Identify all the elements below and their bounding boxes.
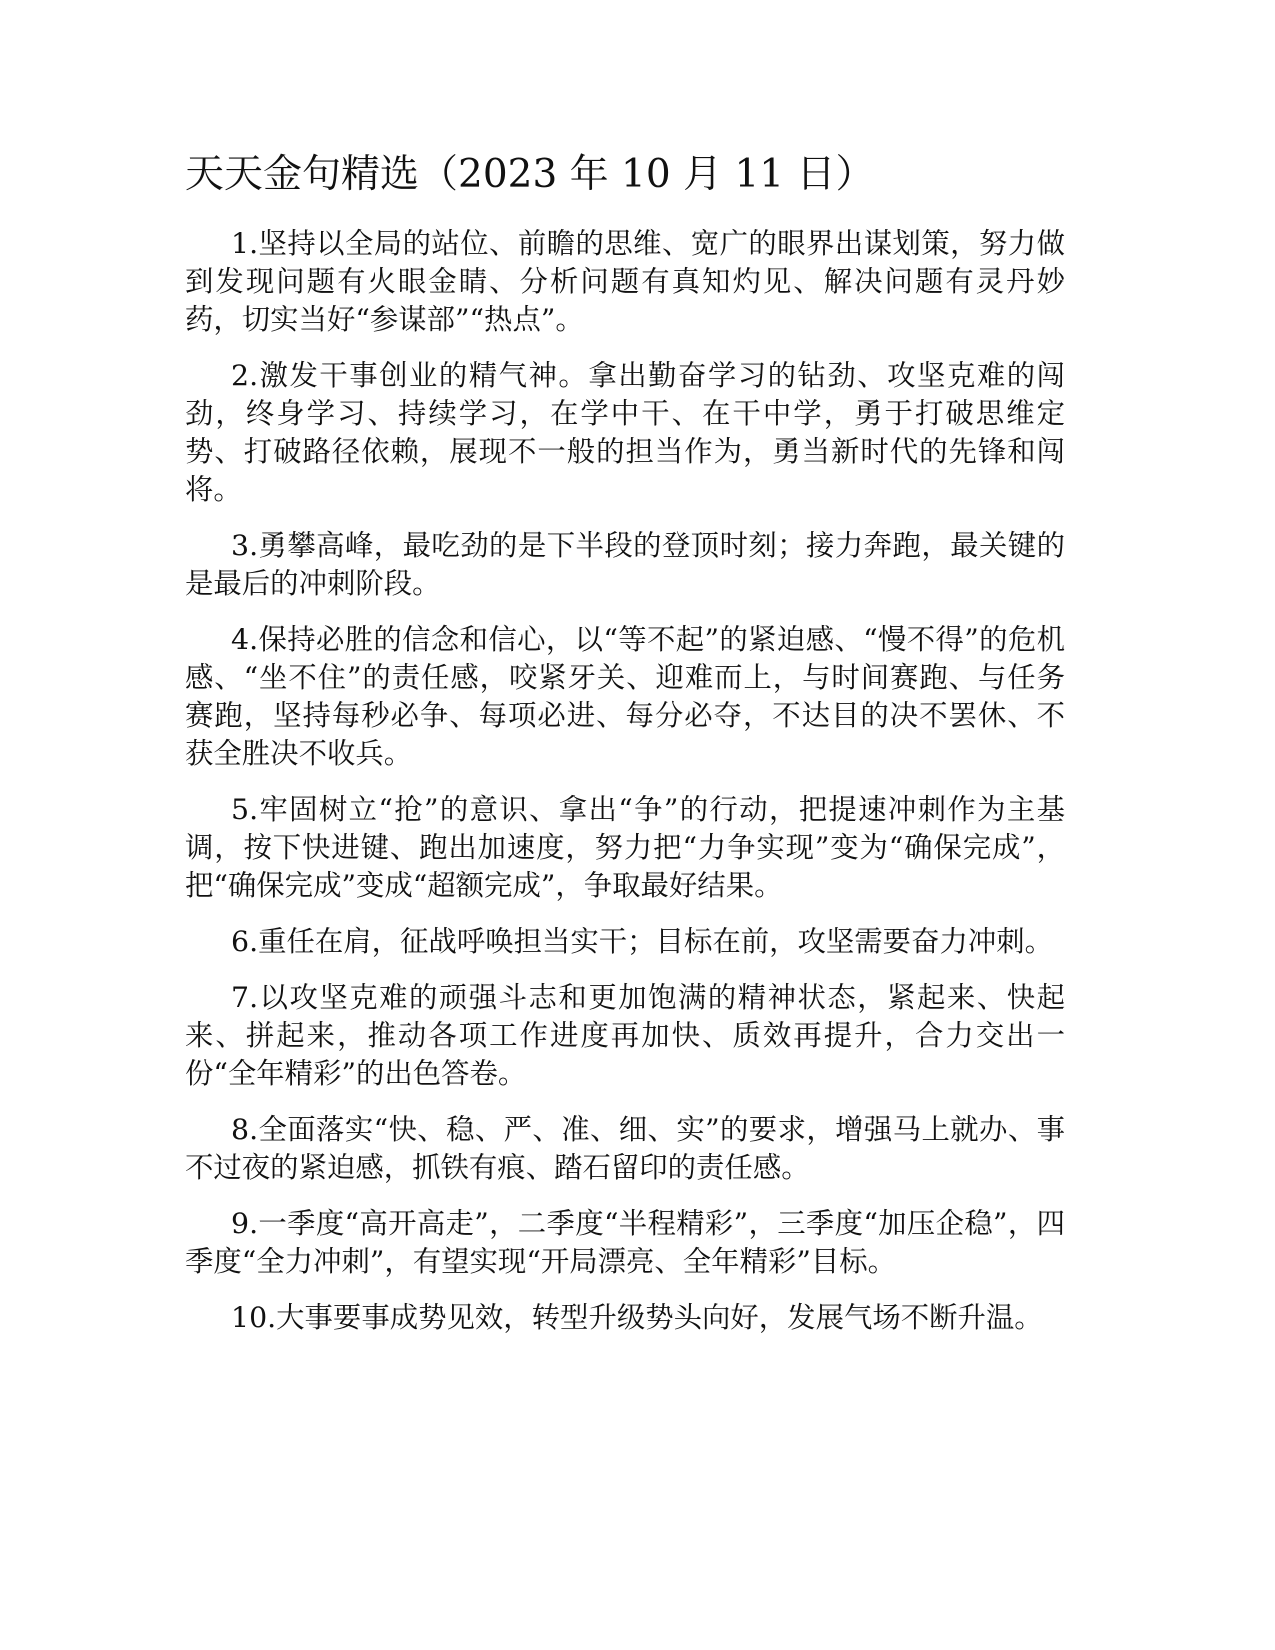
- document-title: 天天金句精选（2023 年 10 月 11 日）: [185, 152, 875, 197]
- quote-item-8: 8.全面落实“快、稳、严、准、细、实”的要求，增强马上就办、事不过夜的紧迫感，抓铁有痕、踏石留印的责任感。: [185, 1113, 1065, 1184]
- quote-item-7: 7.以攻坚克难的顽强斗志和更加饱满的精神状态，紧起来、快起来、拼起来，推动各项工作进度再加快、质效再提升，合力交出一份“全年精彩”的出色答卷。: [185, 981, 1065, 1090]
- quote-item-4: 4.保持必胜的信念和信心，以“等不起”的紧迫感、“慢不得”的危机感、“坐不住”的责任感，咬紧牙关、迎难而上，与时间赛跑、与任务赛跑，坚持每秒必争、每项必进、每分必夺，不达目的决不罢休、不获全胜决不收兵。: [185, 623, 1065, 770]
- quote-item-10: 10.大事要事成势见效，转型升级势头向好，发展气场不断升温。: [231, 1301, 1043, 1334]
- quote-item-3: 3.勇攀高峰，最吃劲的是下半段的登顶时刻；接力奔跑，最关键的是最后的冲刺阶段。: [185, 529, 1065, 600]
- quote-list: [185, 225, 1065, 1337]
- quote-item-6: 6.重任在肩，征战呼唤担当实干；目标在前，攻坚需要奋力冲刺。: [231, 925, 1054, 958]
- quote-item-1: 1.坚持以全局的站位、前瞻的思维、宽广的眼界出谋划策，努力做到发现问题有火眼金睛、分析问题有真知灼见、解决问题有灵丹妙药，切实当好“参谋部”“热点”。: [185, 227, 1065, 336]
- quote-item-2: 2.激发干事创业的精气神。拿出勤奋学习的钻劲、攻坚克难的闯劲，终身学习、持续学习，在学中干、在干中学，勇于打破思维定势、打破路径依赖，展现不一般的担当作为，勇当新时代的先锋和闯将。: [185, 359, 1065, 506]
- quote-item-5: 5.牢固树立“抢”的意识、拿出“争”的行动，把提速冲刺作为主基调，按下快进键、跑出加速度，努力把“力争实现”变为“确保完成”，把“确保完成”变成“超额完成”，争取最好结果。: [185, 793, 1065, 902]
- quote-item-9: 9.一季度“高开高走”，二季度“半程精彩”，三季度“加压企稳”，四季度“全力冲刺”，有望实现“开局漂亮、全年精彩”目标。: [185, 1207, 1065, 1278]
- document-page: [185, 150, 1065, 1355]
